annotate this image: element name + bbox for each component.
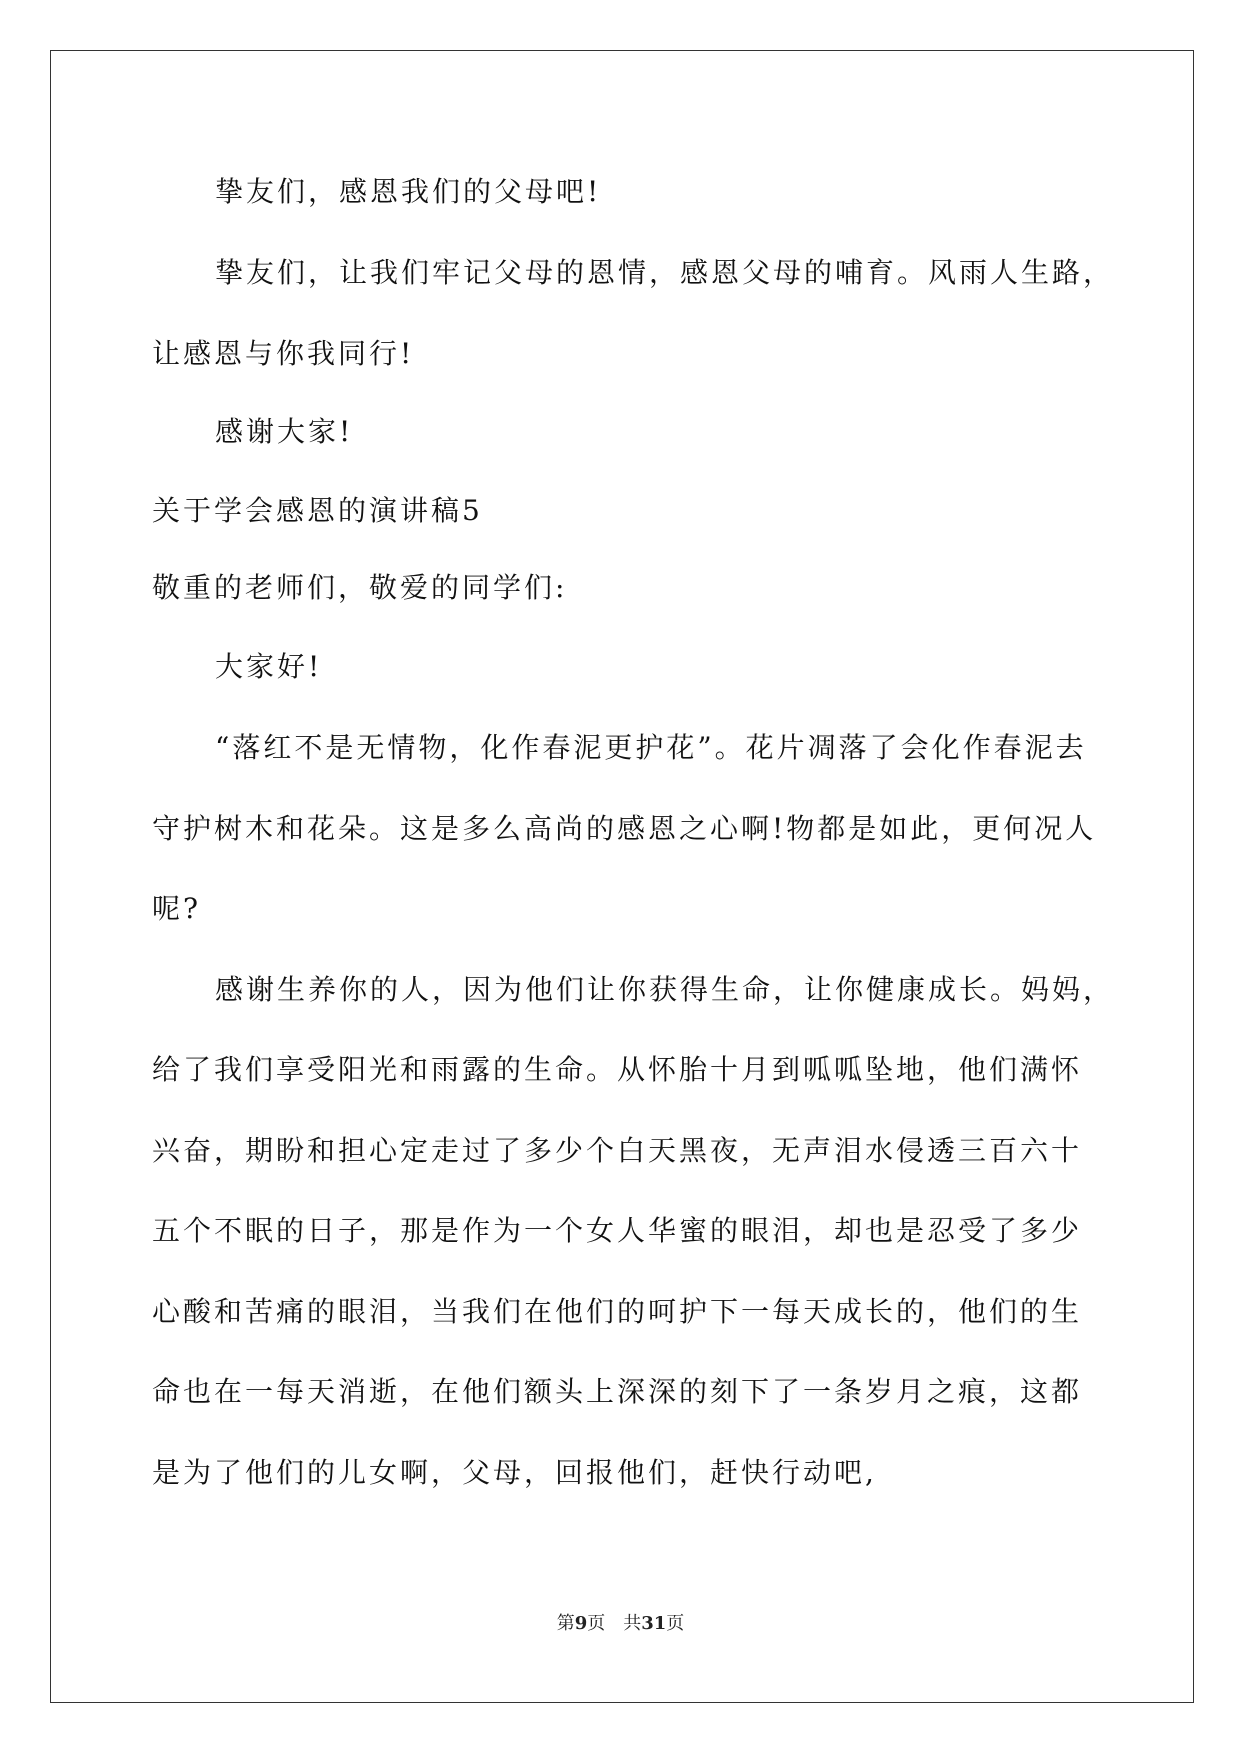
greeting: 大家好!: [215, 650, 323, 683]
paragraph-line: “落红不是无情物，化作春泥更护花”。花片凋落了会化作春泥去: [215, 731, 1087, 764]
paragraph-line: 是为了他们的儿女啊，父母，回报他们，赶快行动吧,: [152, 1456, 877, 1489]
paragraph-line: 挚友们，感恩我们的父母吧!: [215, 175, 602, 208]
paragraph-line: 给了我们享受阳光和雨露的生命。从怀胎十月到呱呱坠地，他们满怀: [152, 1053, 1083, 1086]
salutation: 敬重的老师们，敬爱的同学们:: [152, 571, 568, 604]
paragraph-line: 心酸和苦痛的眼泪，当我们在他们的呵护下一每天成长的，他们的生: [152, 1295, 1083, 1328]
total-page-number: 31: [641, 1613, 667, 1634]
paragraph-line: 让感恩与你我同行!: [152, 337, 415, 370]
footer-suffix: 页: [666, 1613, 685, 1634]
paragraph-line: 感谢大家!: [215, 415, 354, 448]
page-footer: [0, 1612, 1241, 1636]
paragraph-line: 挚友们，让我们牢记父母的恩情，感恩父母的哺育。风雨人生路，: [215, 256, 1115, 289]
paragraph-line: 呢?: [152, 892, 202, 925]
footer-mid: 页 共: [587, 1613, 642, 1634]
paragraph-line: 感谢生养你的人，因为他们让你获得生命，让你健康成长。妈妈，: [215, 973, 1115, 1006]
section-heading: 关于学会感恩的演讲稿5: [152, 494, 483, 527]
paragraph-line: 守护树木和花朵。这是多么高尚的感恩之心啊!物都是如此，更何况人: [152, 812, 1097, 845]
paragraph-line: 兴奋，期盼和担心定走过了多少个白天黑夜，无声泪水侵透三百六十: [152, 1134, 1083, 1167]
paragraph-line: 命也在一每天消逝，在他们额头上深深的刻下了一条岁月之痕，这都: [152, 1375, 1083, 1408]
current-page-number: 9: [574, 1613, 588, 1634]
footer-prefix: 第: [556, 1613, 575, 1634]
paragraph-line: 五个不眠的日子，那是作为一个女人华蜜的眼泪，却也是忍受了多少: [152, 1214, 1083, 1247]
